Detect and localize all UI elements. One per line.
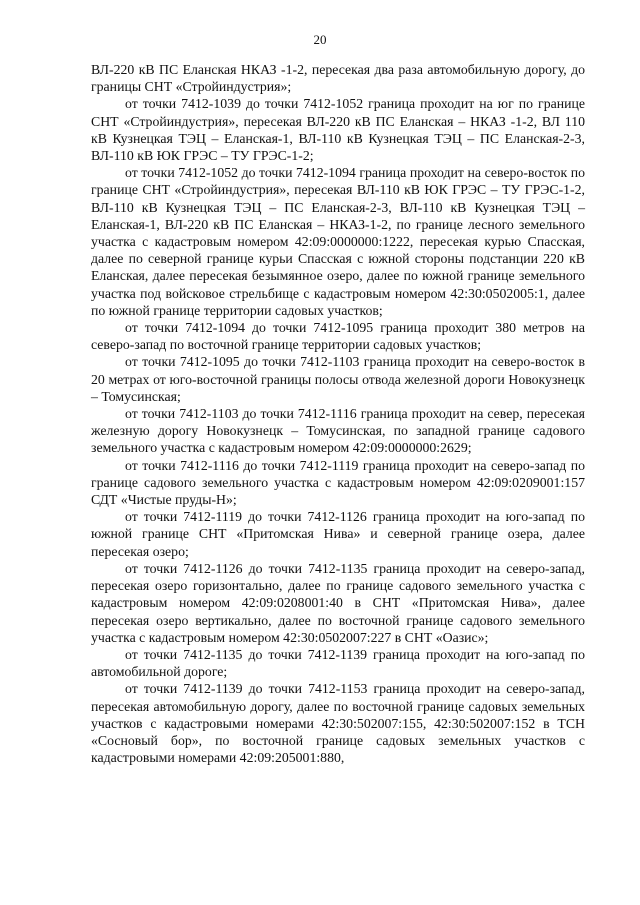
paragraph: от точки 7412-1135 до точки 7412-1139 граница проходит на юго-запад по автомобильной дороге; (91, 646, 585, 680)
paragraph: от точки 7412-1103 до точки 7412-1116 граница проходит на север, пересекая железную дорогу Новокузнецк – Томусинская, по западной границе садового земельного участка с кадастровым номером 42:09:0000000:2629; (91, 406, 585, 456)
paragraph: ВЛ-220 кВ ПС Еланская НКАЗ -1-2, пересекая два раза автомобильную дорогу, до границы СНТ «Стройиндустрия»; (91, 62, 585, 95)
paragraph: от точки 7412-1039 до точки 7412-1052 граница проходит на юг по границе СНТ «Стройиндустрия», пересекая ВЛ-220 кВ ПС Еланская – НКАЗ -1-2, ВЛ 110 кВ Кузнецкая ТЭЦ – Еланская-1, ВЛ-110 кВ Кузнецкая ТЭЦ – ПС Еланская-2-3, ВЛ-110 кВ ЮК ГРЭС – ТУ ГРЭС-1-2; (91, 96, 585, 164)
document-body (91, 61, 585, 766)
paragraph: от точки 7412-1094 до точки 7412-1095 граница проходит 380 метров на северо-запад по восточной границе территории садовых участков; (91, 320, 585, 353)
page-number: 20 (313, 32, 327, 47)
paragraph: от точки 7412-1139 до точки 7412-1153 граница проходит на северо-запад, пересекая автомобильную дорогу, далее по восточной границе садовых земельных участков с кадастровыми номерами 42:30:502007:155, 42:30:502007:152 в ТСН «Сосновый бор», по восточной границе садовых земельных участков с кадастровыми номерами 42:09:205001:880, (91, 681, 585, 766)
paragraph: от точки 7412-1052 до точки 7412-1094 граница проходит на северо-восток по границе СНТ «Стройиндустрия», пересекая ВЛ-110 кВ ЮК ГРЭС – ТУ ГРЭС-1-2, ВЛ-110 кВ Кузнецкая ТЭЦ – ПС Еланская-2-3, ВЛ-110 кВ Кузнецкая ТЭЦ – Еланская-1, ВЛ-220 кВ ПС Еланская – НКАЗ-1-2, по границе лесного земельного участка с кадастровым номером 42:09:0000000:1222, пересекая курью Спасская, далее по северной границе курьи Спасская с южной стороны подстанции 220 кВ Еланская, далее пересекая безымянное озеро, далее по южной границе земельного участка под войсковое стрельбище с кадастровым номером 42:30:0502005:1, далее по южной границе территории садовых участков; (91, 165, 585, 318)
paragraph: от точки 7412-1119 до точки 7412-1126 граница проходит на юго-запад по южной границе СНТ «Притомская Нива» и северной границе озера, далее пересекая озеро; (91, 509, 585, 559)
paragraph: от точки 7412-1126 до точки 7412-1135 граница проходит на северо-запад, пересекая озеро горизонтально, далее по границе садового земельного участка с кадастровым номером 42:09:0208001:40 в СНТ «Притомская Нива», далее пересекая озеро вертикально, далее по восточной границе садового земельного участка с кадастровым номером 42:30:0502007:227 в СНТ «Оазис»; (91, 560, 585, 645)
paragraph: от точки 7412-1095 до точки 7412-1103 граница проходит на северо-восток в 20 метрах от юго-восточной границы полосы отвода железной дороги Новокузнецк – Томусинская; (91, 354, 585, 404)
paragraph: от точки 7412-1116 до точки 7412-1119 граница проходит на северо-запад по границе садового земельного участка с кадастровым номером 42:09:0209001:157 СДТ «Чистые пруды-Н»; (91, 457, 585, 508)
